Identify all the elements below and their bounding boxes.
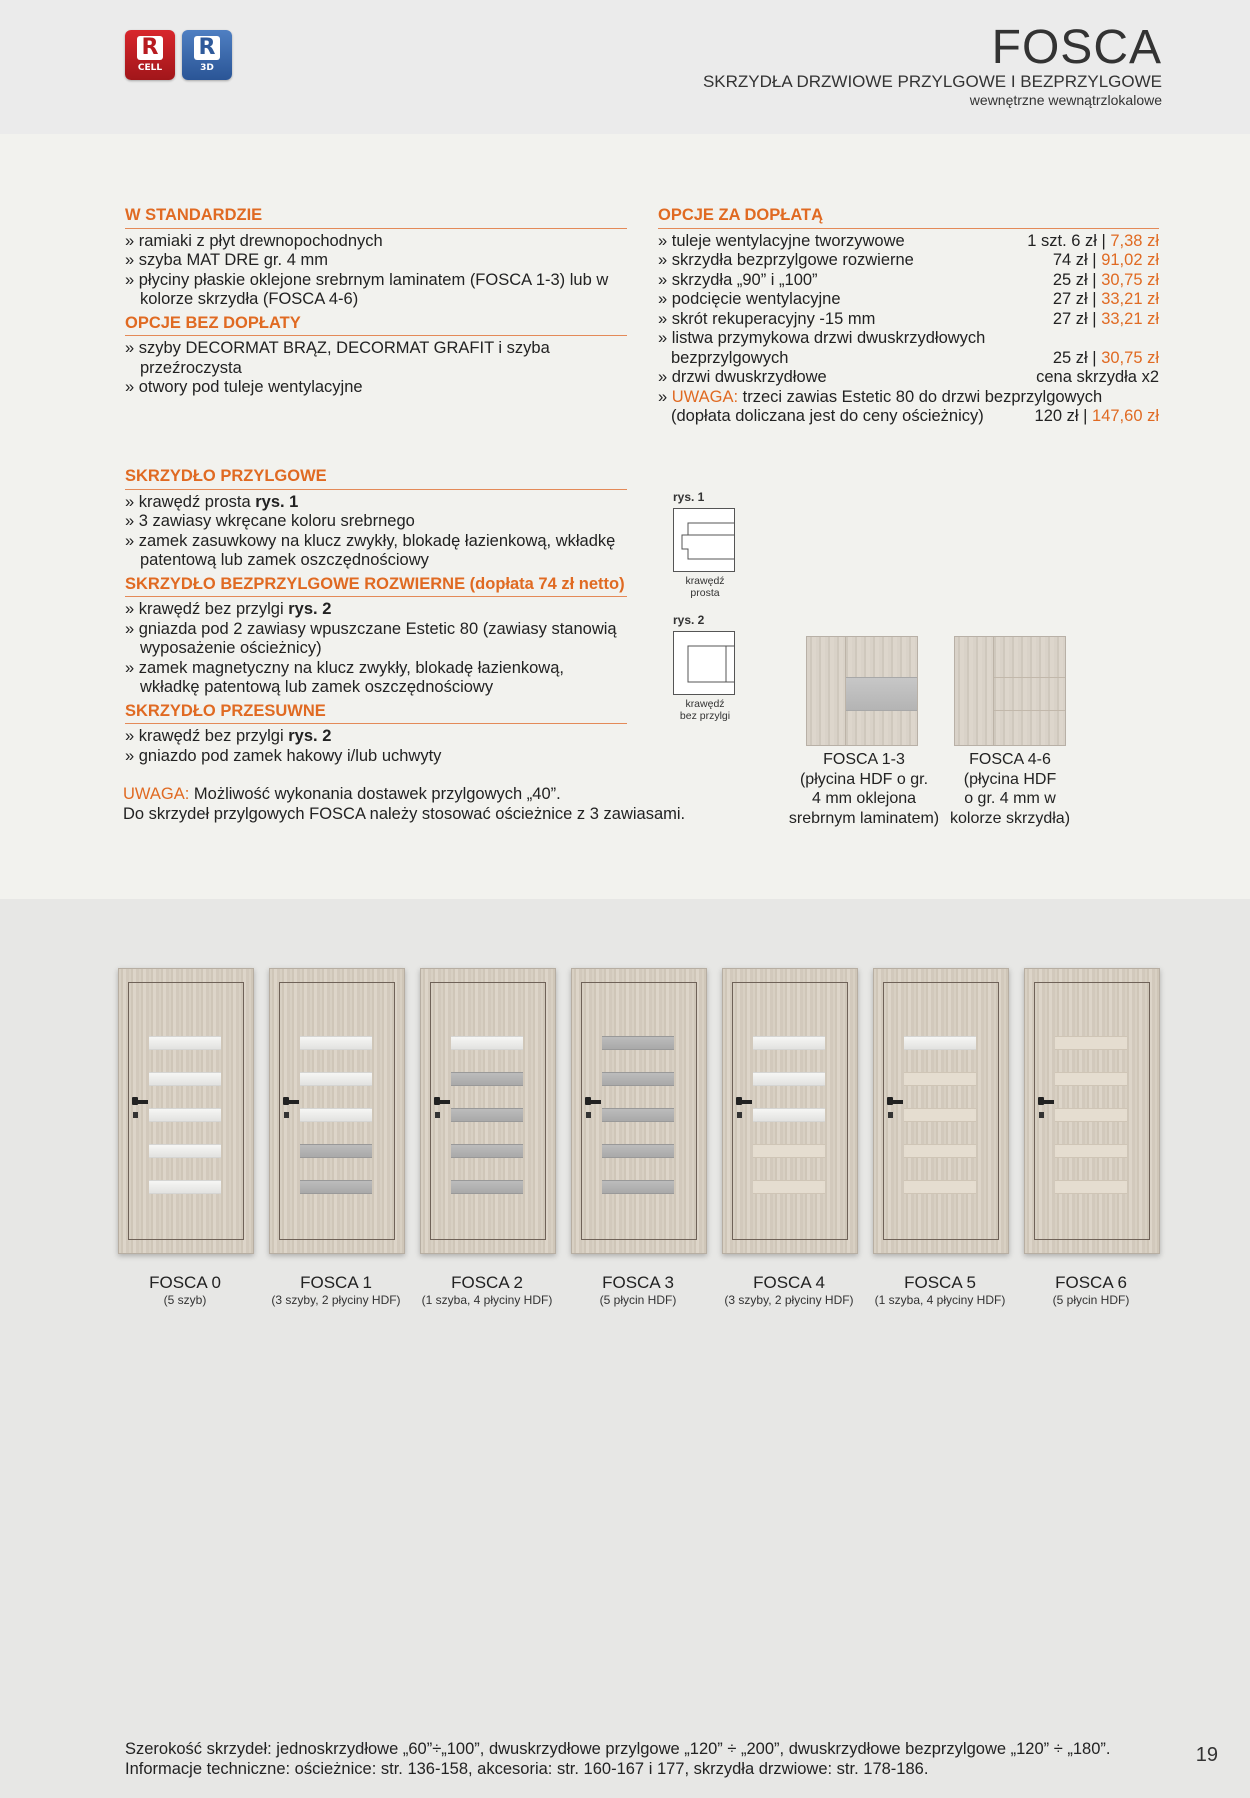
list-item: » szyba MAT DRE gr. 4 mm	[125, 251, 328, 269]
list-item: » krawędź prosta rys. 1	[125, 492, 299, 511]
hdf-panel	[904, 1180, 976, 1194]
rebated-heading: SKRZYDŁO PRZYLGOWE	[125, 467, 627, 490]
standard-section	[125, 206, 627, 398]
door-model-3	[571, 968, 707, 1254]
paid-options-note: » UWAGA: trzeci zawias Estetic 80 do drzwi bezprzylgowych	[658, 387, 1103, 406]
hdf-panel	[451, 1144, 523, 1158]
glass-pane	[149, 1180, 221, 1194]
glass-pane	[149, 1108, 221, 1122]
door-caption	[563, 1273, 713, 1307]
free-options-heading: OPCJE BEZ DOPŁATY	[125, 314, 627, 337]
page-title: FOSCA	[991, 21, 1162, 74]
lock-icon	[133, 1112, 138, 1118]
hdf-panel	[602, 1144, 674, 1158]
note: UWAGA: Możliwość wykonania dostawek przylgowych „40”. Do skrzydeł przylgowych FOSCA należy stosować ościeżnice z 3 zawiasami.	[123, 785, 686, 823]
glass-pane	[753, 1072, 825, 1086]
hdf-panel	[753, 1144, 825, 1158]
no-rebate-edge-diagram	[673, 631, 735, 695]
figure-1: rys. 1 krawędź prosta	[673, 490, 737, 599]
hdf-panel	[1055, 1108, 1127, 1122]
fosca-4-6-panel-caption: FOSCA 4-6 (płycina HDF o gr. 4 mm w kolorze skrzydła)	[949, 751, 1071, 827]
door-description: (3 szyby, 2 płyciny HDF)	[724, 1293, 854, 1307]
lock-icon	[586, 1112, 591, 1118]
door-caption	[865, 1273, 1015, 1307]
door-description: (5 szyb)	[163, 1293, 207, 1307]
list-item: » ramiaki z płyt drewnopochodnych	[125, 231, 383, 250]
lock-icon	[435, 1112, 440, 1118]
hdf-panel	[1055, 1072, 1127, 1086]
handle-lever	[436, 1100, 450, 1104]
door-model-5	[873, 968, 1009, 1254]
handle-lever	[1040, 1100, 1054, 1104]
list-item: » gniazda pod 2 zawiasy wpuszczane Estetic 80 (zawiasy stanowią wyposażenie ościeżnicy)	[125, 619, 617, 657]
glass-pane	[149, 1144, 221, 1158]
hdf-panel	[451, 1180, 523, 1194]
figure-2-caption: krawędź bez przylgi	[679, 698, 731, 722]
price-row: » drzwi dwuskrzydłowe cena skrzydła x2	[658, 368, 1159, 386]
door-name: FOSCA 0	[149, 1273, 221, 1292]
door-description: (3 szyby, 2 płyciny HDF)	[271, 1293, 401, 1307]
paid-options-section	[658, 206, 1159, 427]
door-name: FOSCA 2	[451, 1273, 523, 1292]
glass-pane	[451, 1036, 523, 1050]
handle-lever	[889, 1100, 903, 1104]
handle-lever	[134, 1100, 148, 1104]
price-row: bezprzylgowych 25 zł | 30,75 zł	[671, 348, 1159, 367]
lock-icon	[1039, 1112, 1044, 1118]
door-model-4	[722, 968, 858, 1254]
list-item: » zamek magnetyczny na klucz zwykły, blokadę łazienkową, wkładkę patentową lub zamek oszczędnościowy	[125, 658, 564, 696]
page-subtitle: SKRZYDŁA DRZWIOWE PRZYLGOWE I BEZPRZYLGOWE	[702, 72, 1162, 91]
hdf-panel	[300, 1144, 372, 1158]
figure-1-caption: krawędź prosta	[685, 575, 725, 599]
page-subtitle-secondary: wewnętrzne wewnątrzlokalowe	[969, 92, 1162, 108]
hdf-panel	[1055, 1180, 1127, 1194]
door-model-2	[420, 968, 556, 1254]
straight-edge-diagram	[673, 508, 735, 572]
door-caption	[412, 1273, 562, 1307]
hdf-panel	[904, 1072, 976, 1086]
door-caption	[714, 1273, 864, 1307]
r-3d-badge-icon: R 3D	[182, 30, 232, 80]
hdf-panel	[602, 1180, 674, 1194]
door-name: FOSCA 5	[904, 1273, 976, 1292]
hdf-panel	[602, 1108, 674, 1122]
list-item: » gniazdo pod zamek hakowy i/lub uchwyty	[125, 746, 442, 765]
door-description: (5 płycin HDF)	[1052, 1293, 1130, 1307]
price-row: » skrót rekuperacyjny -15 mm 27 zł | 33,21 zł	[658, 309, 1159, 328]
door-model-6	[1024, 968, 1160, 1254]
page-number: 19	[1195, 1744, 1218, 1766]
price-row: » skrzydła bezprzylgowe rozwierne 74 zł | 91,02 zł	[658, 251, 1159, 269]
price-row: » podcięcie wentylacyjne 27 zł | 33,21 zł	[658, 290, 1159, 308]
hdf-panel	[1055, 1144, 1127, 1158]
price-row: (dopłata doliczana jest do ceny ościeżnicy) 120 zł | 147,60 zł	[671, 407, 1159, 425]
door-description: (1 szyba, 4 płyciny HDF)	[874, 1293, 1006, 1307]
fosca-4-6-panel-sample	[954, 636, 1066, 746]
door-name: FOSCA 4	[753, 1273, 825, 1292]
fosca-1-3-panel-caption: FOSCA 1-3 (płycina HDF o gr. 4 mm oklejona srebrnym laminatem)	[788, 751, 940, 827]
standard-heading: W STANDARDZIE	[125, 206, 627, 229]
hdf-panel	[451, 1108, 523, 1122]
hdf-panel	[451, 1072, 523, 1086]
sliding-heading: SKRZYDŁO PRZESUWNE	[125, 702, 627, 725]
hdf-panel	[904, 1144, 976, 1158]
figure-2: rys. 2 krawędź bez przylgi	[673, 613, 737, 722]
price-row: » tuleje wentylacyjne tworzywowe 1 szt. 6 zł | 7,38 zł	[658, 231, 1159, 250]
list-item: » 3 zawiasy wkręcane koloru srebrnego	[125, 512, 415, 530]
glass-pane	[300, 1036, 372, 1050]
handle-lever	[587, 1100, 601, 1104]
list-item: » płyciny płaskie oklejone srebrnym laminatem (FOSCA 1-3) lub w kolorze skrzydła (FOSCA 4-6)	[125, 270, 609, 308]
list-item: » zamek zasuwkowy na klucz zwykły, blokadę łazienkową, wkładkę patentową lub zamek oszczędnościowy	[125, 531, 616, 569]
door-name: FOSCA 3	[602, 1273, 674, 1292]
list-item: » krawędź bez przylgi rys. 2	[125, 600, 332, 618]
hdf-panel	[904, 1108, 976, 1122]
door-name: FOSCA 1	[300, 1273, 372, 1292]
door-model-1	[269, 968, 405, 1254]
lock-icon	[284, 1112, 289, 1118]
hdf-panel	[602, 1072, 674, 1086]
glass-pane	[149, 1072, 221, 1086]
handle-lever	[738, 1100, 752, 1104]
r-cell-badge-icon: R CELL	[125, 30, 175, 80]
door-caption	[110, 1273, 260, 1307]
paid-options-heading: OPCJE ZA DOPŁATĄ	[658, 206, 1159, 229]
door-caption	[261, 1273, 411, 1307]
footer-notes: Szerokość skrzydeł: jednoskrzydłowe „60”÷„100”, dwuskrzydłowe przylgowe „120” ÷ „200”, dwuskrzydłowe bezprzylgowe „120” ÷ „180”. Informacje techniczne: ościeżnice: str. 136-158, akcesoria: str. 160-167 i 177, skrzydła drzwiowe: str. 178-186.	[125, 1740, 1111, 1778]
door-model-0	[118, 968, 254, 1254]
hdf-panel	[300, 1180, 372, 1194]
hdf-panel	[753, 1180, 825, 1194]
list-item: » otwory pod tuleje wentylacyjne	[125, 378, 363, 396]
glass-pane	[904, 1036, 976, 1050]
door-caption	[1016, 1273, 1166, 1307]
glass-pane	[300, 1108, 372, 1122]
price-row: » skrzydła „90” i „100” 25 zł | 30,75 zł	[658, 270, 1159, 289]
glass-pane	[149, 1036, 221, 1050]
hdf-panel	[1055, 1036, 1127, 1050]
list-item: » szyby DECORMAT BRĄZ, DECORMAT GRAFIT i szyba przeźroczysta	[125, 339, 550, 377]
non-rebated-heading: SKRZYDŁO BEZPRZYLGOWE ROZWIERNE (dopłata 74 zł netto)	[125, 575, 627, 598]
lock-icon	[737, 1112, 742, 1118]
lock-icon	[888, 1112, 893, 1118]
door-description: (5 płycin HDF)	[599, 1293, 677, 1307]
glass-pane	[753, 1036, 825, 1050]
list-item: » listwa przymykowa drzwi dwuskrzydłowych	[658, 329, 986, 347]
hdf-panel	[602, 1036, 674, 1050]
glass-pane	[300, 1072, 372, 1086]
glass-pane	[753, 1108, 825, 1122]
list-item: » krawędź bez przylgi rys. 2	[125, 727, 332, 745]
door-types-section	[125, 467, 627, 766]
handle-lever	[285, 1100, 299, 1104]
fosca-1-3-panel-sample	[806, 636, 918, 746]
door-name: FOSCA 6	[1055, 1273, 1127, 1292]
door-description: (1 szyba, 4 płyciny HDF)	[421, 1293, 553, 1307]
